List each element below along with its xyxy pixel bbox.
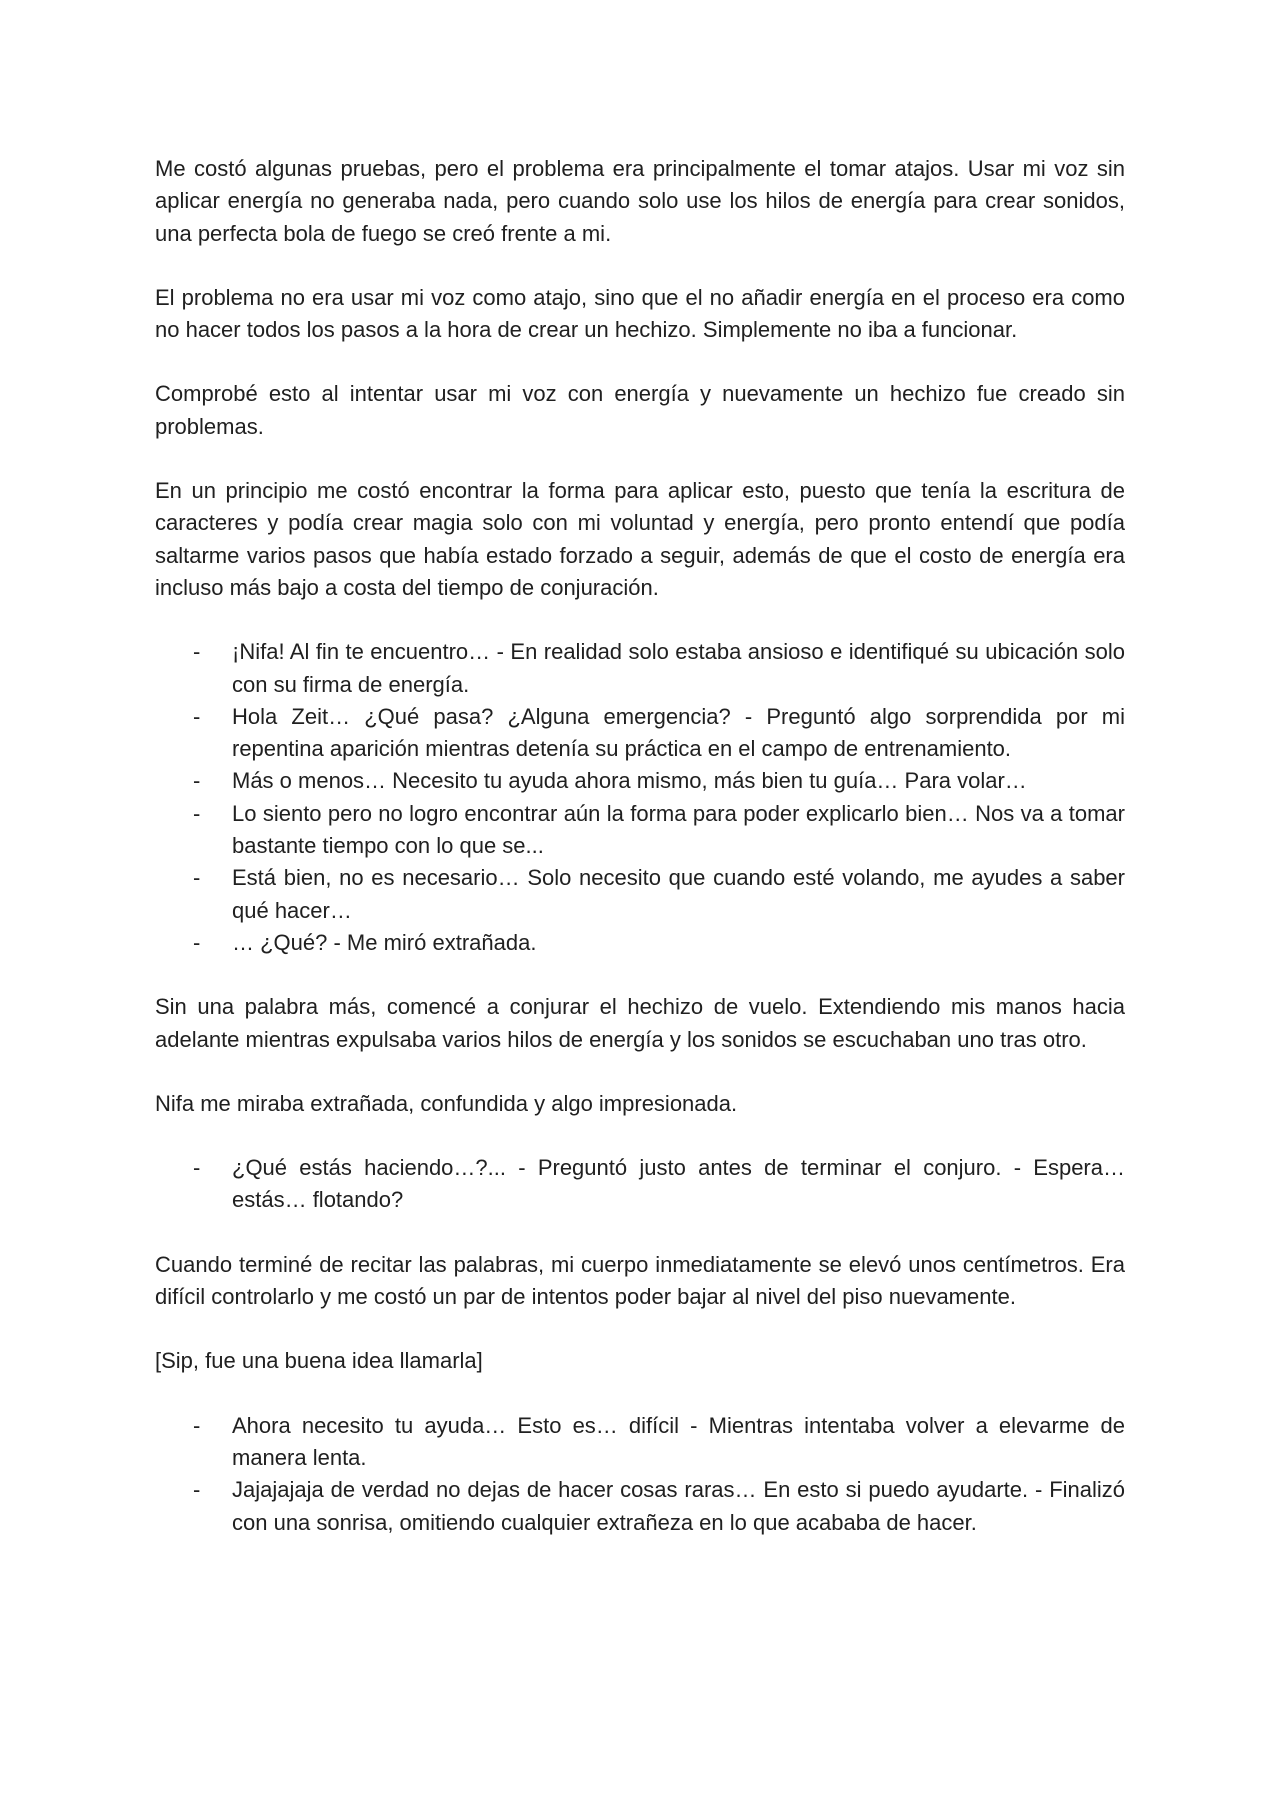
- dialogue-list: [155, 1152, 1125, 1217]
- dialogue-list: [155, 636, 1125, 959]
- dash-bullet: -: [193, 929, 201, 955]
- dash-bullet: -: [193, 768, 201, 794]
- dialogue-text: Lo siento pero no logro encontrar aún la forma para poder explicarlo bien… Nos va a tomar bastante tiempo con lo que se...: [232, 800, 1125, 859]
- dialogue-text: Más o menos… Necesito tu ayuda ahora mismo, más bien tu guía… Para volar…: [232, 768, 1027, 794]
- dialogue-line: [155, 701, 1125, 766]
- paragraph: El problema no era usar mi voz como atajo, sino que el no añadir energía en el proceso era como no hacer todos los pasos a la hora de crear un hechizo. Simplemente no iba a funcionar.: [155, 284, 1125, 343]
- dialogue-line: [155, 636, 1125, 701]
- dash-bullet: -: [193, 703, 201, 729]
- dash-bullet: -: [193, 1477, 201, 1503]
- paragraph: Sin una palabra más, comencé a conjurar el hechizo de vuelo. Extendiendo mis manos hacia adelante mientras expulsaba varios hilos de energía y los sonidos se escuchaban uno tras otro.: [155, 994, 1125, 1052]
- paragraph: Cuando terminé de recitar las palabras, mi cuerpo inmediatamente se elevó unos centímetros. Era difícil controlarlo y me costó un par de intentos poder bajar al nivel del piso nuevamente.: [155, 1251, 1125, 1310]
- dialogue-text: ¿Qué estás haciendo…?... - Preguntó justo antes de terminar el conjuro. - Espera… estás… flotando?: [232, 1155, 1125, 1213]
- dialogue-line: [155, 1474, 1125, 1539]
- dialogue-line: [155, 1410, 1125, 1475]
- dialogue-line: [155, 862, 1125, 927]
- dash-bullet: -: [193, 1155, 201, 1181]
- dialogue-text: ¡Nifa! Al fin te encuentro… - En realidad solo estaba ansioso e identifiqué su ubicación solo con su firma de energía.: [232, 639, 1125, 697]
- dialogue-line: [155, 798, 1125, 863]
- dash-bullet: -: [193, 639, 201, 665]
- dialogue-line: [155, 1152, 1125, 1217]
- dash-bullet: -: [193, 800, 201, 826]
- dialogue-text: … ¿Qué? - Me miró extrañada.: [232, 929, 537, 955]
- paragraph: En un principio me costó encontrar la forma para aplicar esto, puesto que tenía la escritura de caracteres y podía crear magia solo con mi voluntad y energía, pero pronto entendí que podía saltarme varios pasos que había estado forzado a seguir, además de que el costo de energía era incluso más bajo a costa del tiempo de conjuración.: [155, 478, 1125, 600]
- dialogue-text: Está bien, no es necesario… Solo necesito que cuando esté volando, me ayudes a saber qué hacer…: [232, 865, 1125, 923]
- dialogue-text: Hola Zeit… ¿Qué pasa? ¿Alguna emergencia? - Preguntó algo sorprendida por mi repentina aparición mientras detenía su práctica en el campo de entrenamiento.: [232, 703, 1125, 762]
- dialogue-list: [155, 1410, 1125, 1539]
- paragraph: Nifa me miraba extrañada, confundida y algo impresionada.: [155, 1090, 738, 1116]
- paragraph: Comprobé esto al intentar usar mi voz con energía y nuevamente un hechizo fue creado sin problemas.: [155, 381, 1125, 439]
- dialogue-line: [155, 927, 1125, 959]
- dialogue-text: Jajajajaja de verdad no dejas de hacer cosas raras… En esto si puedo ayudarte. - Finalizó con una sonrisa, omitiendo cualquier extrañeza en lo que acababa de hacer.: [232, 1477, 1125, 1535]
- dash-bullet: -: [193, 865, 201, 891]
- paragraph: [Sip, fue una buena idea llamarla]: [155, 1348, 483, 1374]
- paragraph: Me costó algunas pruebas, pero el problema era principalmente el tomar atajos. Usar mi voz sin aplicar energía no generaba nada, pero cuando solo use los hilos de energía para crear sonidos, una perfecta bola de fuego se creó frente a mi.: [155, 156, 1125, 246]
- dash-bullet: -: [193, 1412, 201, 1438]
- dialogue-text: Ahora necesito tu ayuda… Esto es… difícil - Mientras intentaba volver a elevarme de manera lenta.: [232, 1412, 1125, 1470]
- dialogue-line: [155, 765, 1125, 797]
